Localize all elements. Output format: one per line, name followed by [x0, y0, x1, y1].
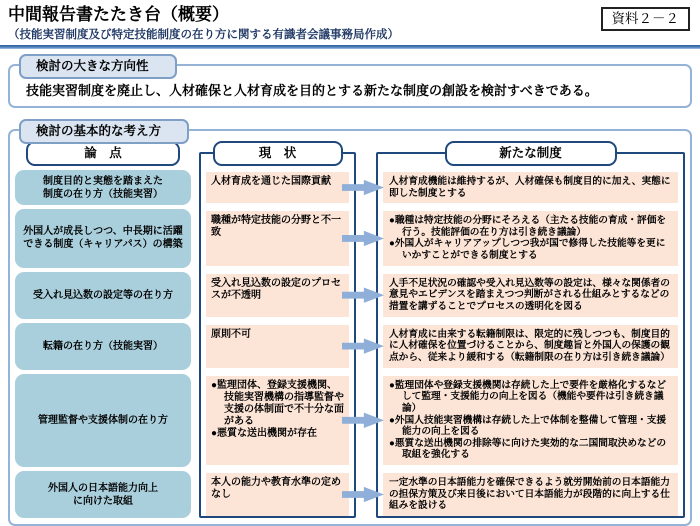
new-system-cell — [383, 274, 678, 317]
cell-line: 人材育成機能は維持するが、人材確保も制度目的に加え、実態に即した制度とする — [389, 175, 671, 199]
right-arrow-icon — [342, 287, 384, 304]
current-status-cell — [206, 211, 349, 266]
cell-line: 受入れ見込数の設定のプロセスが不透明 — [211, 277, 341, 301]
cell-line: 人材育成に由来する転籍制限は、限定的に残しつつも、制度目的に人材確保を位置づけることから、制度趣旨と外国人の保護の観点から、従来より緩和する（転籍制限の在り方は引き続き議論） — [389, 328, 670, 363]
page-title: 中間報告書たたき台（概要） — [8, 5, 229, 24]
cell-line: 管理監督や支援体制の在り方 — [38, 414, 168, 426]
cell-line: ●悪質な送出機関の排除等に向けた実効的な二国間取決めなどの取組を強化する — [389, 437, 667, 461]
topic-cell — [15, 209, 191, 268]
topic-cell — [15, 374, 191, 467]
cell-line: 制度の在り方（技能実習） — [43, 188, 163, 200]
cell-line: 本人の能力や教育水準の定めなし — [211, 477, 341, 501]
cell-line: 制度目的と実態を踏まえた — [43, 175, 163, 187]
new-system-cell — [383, 211, 678, 266]
comparison-table — [10, 131, 690, 524]
cell-line: 人手不足状況の確認や受入れ見込数等の設定は、様々な関係者の意見やエビデンスを踏まえつつ判断がされる仕組みとするなどの措置を講ずることでプロセスの透明化を図る — [389, 277, 670, 313]
right-arrow-icon — [342, 412, 384, 429]
topic-cell — [15, 323, 191, 370]
right-arrow-icon — [342, 179, 384, 196]
column-header-new: 新たな制度 — [445, 141, 617, 166]
topic-cell — [15, 170, 191, 205]
new-system-cell — [383, 376, 678, 465]
cell-line: 人材育成を通じた国際貢献 — [211, 175, 331, 187]
cell-line: 外国人の日本語能力向上 — [48, 482, 158, 494]
cell-line: ●外国人がキャリアアップしつつ我が国で修得した技能等を更にいかすことができる制度とする — [389, 238, 666, 262]
direction-section-tab: 検討の大きな方向性 — [19, 54, 177, 79]
column-header-topic: 論 点 — [26, 141, 180, 166]
page-subtitle: （技能実習制度及び特定技能制度の在り方に関する有識者会議事務局作成） — [8, 29, 399, 42]
cell-line: できる制度（キャリアパス）の構築 — [23, 239, 183, 251]
basic-approach-section-tab: 検討の基本的な考え方 — [19, 119, 189, 144]
header-divider — [0, 45, 700, 49]
cell-line: ●職種は特定技能の分野にそろえる（主たる技能の育成・評価を行う。技能評価の在り方は引き続き議論） — [389, 215, 667, 238]
basic-approach-section — [8, 124, 692, 526]
topic-cell — [15, 272, 191, 319]
new-system-cell — [383, 172, 678, 203]
right-arrow-icon — [342, 486, 384, 503]
column-header-current: 現 状 — [213, 141, 343, 166]
cell-line: ●悪質な送出機関が存在 — [211, 428, 318, 440]
cell-line: ●外国人技能実習機構は存続した上で体制を整備して管理・支援能力の向上を図る — [389, 414, 667, 438]
cell-line: ●監理団体、登録支援機関、技能実習機構の指導監督や支援の体制面で不十分な面がある — [211, 379, 344, 428]
right-arrow-icon — [342, 338, 384, 355]
current-status-cell — [206, 172, 349, 203]
current-status-cell — [206, 376, 349, 465]
current-status-cell — [206, 473, 349, 516]
cell-line: 外国人が成長しつつ、中長期に活躍 — [23, 226, 183, 238]
cell-line: 転籍の在り方（技能実習） — [43, 340, 163, 352]
right-arrow-icon — [342, 230, 384, 247]
new-system-cell — [383, 325, 678, 368]
cell-line: 職種が特定技能の分野と不一致 — [211, 215, 341, 239]
cell-line: 受入れ見込数の設定等の在り方 — [33, 289, 173, 301]
cell-line: に向けた取組 — [73, 495, 133, 507]
cell-line: 原則不可 — [211, 328, 251, 340]
topic-cell — [15, 471, 191, 518]
direction-section — [8, 59, 692, 108]
new-system-cell — [383, 473, 678, 516]
direction-statement: 技能実習制度を廃止し、人材確保と人材育成を目的とする新たな制度の創設を検討すべきである。 — [26, 83, 598, 99]
cell-line: ●監理団体や登録支援機関は存続した上で要件を厳格化するなどして監理・支援能力の向上を図る（機能や要件は引き続き議論） — [389, 379, 667, 414]
cell-line: 一定水準の日本語能力を確保できるよう就労開始前の日本語能力の担保方策及び来日後において日本語能力が段階的に向上する仕組みを設ける — [389, 477, 670, 512]
document-number-badge: 資料２－２ — [601, 7, 691, 31]
current-status-cell — [206, 274, 349, 317]
current-status-cell — [206, 325, 349, 368]
